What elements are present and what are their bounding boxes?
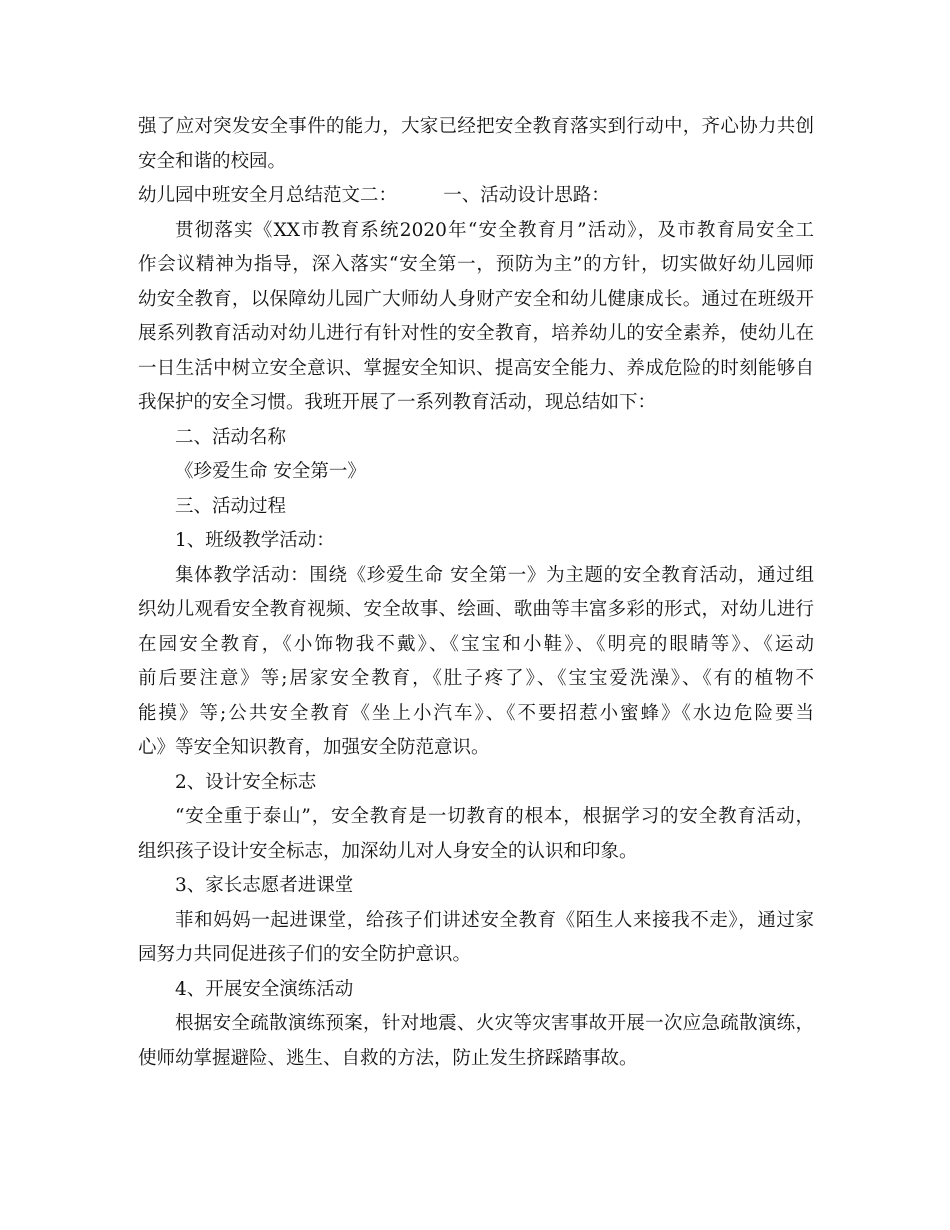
text-line: 展系列教育活动对幼儿进行有针对性的安全教育，培养幼儿的安全素养，使幼儿在 bbox=[138, 323, 814, 344]
text-line: 强了应对突发安全事件的能力，大家已经把安全教育落实到行动中，齐心协力共创 bbox=[138, 116, 814, 137]
text-line: 3、家长志愿者进课堂 bbox=[175, 875, 354, 896]
text-line: 一日生活中树立安全意识、掌握安全知识、提高安全能力、养成危险的时刻能够自 bbox=[138, 357, 814, 379]
text-line: 组织孩子设计安全标志，加深幼儿对人身安全的认识和印象。 bbox=[138, 840, 638, 862]
text-line: 集体教学活动：围绕《珍爱生命 安全第一》为主题的安全教育活动，通过组 bbox=[175, 564, 814, 586]
text-line: 2、设计安全标志 bbox=[175, 771, 317, 793]
text-line: 园努力共同促进孩子们的安全防护意识。 bbox=[138, 944, 472, 965]
text-line: 幼安全教育，以保障幼儿园广大师幼人身财产安全和幼儿健康成长。通过在班级开 bbox=[138, 288, 814, 310]
text-line: “安全重于泰山”，安全教育是一切教育的根本，根据学习的安全教育活动， bbox=[175, 806, 814, 827]
text-line: 贯彻落实《XX市教育系统2020年“安全教育月”活动》，及市教育局安全工 bbox=[175, 219, 814, 241]
text-line: 我保护的安全习惯。我班开展了一系列教育活动，现总结如下： bbox=[138, 392, 657, 413]
text-line: 前后要注意》等;居家安全教育，《肚子疼了》、《宝宝爱洗澡》、《有的植物不 bbox=[138, 668, 814, 689]
text-line: 4、开展安全演练活动 bbox=[175, 978, 354, 1000]
text-line: 使师幼掌握避险、逃生、自救的方法，防止发生挤踩踏事故。 bbox=[138, 1047, 638, 1069]
text-line: 根据安全疏散演练预案，针对地震、火灾等灾害事故开展一次应急疏散演练， bbox=[175, 1013, 814, 1034]
text-line: 三、活动过程 bbox=[175, 495, 287, 517]
document-body bbox=[138, 110, 814, 1076]
text-line: 心》等安全知识教育，加强安全防范意识。 bbox=[138, 737, 490, 758]
text-line: 幼儿园中班安全月总结范文二： 一、活动设计思路： bbox=[138, 185, 610, 206]
text-line: 二、活动名称 bbox=[175, 426, 287, 448]
text-line: 作会议精神为指导，深入落实“安全第一，预防为主”的方针，切实做好幼儿园师 bbox=[138, 254, 814, 275]
text-line: 《珍爱生命 安全第一》 bbox=[175, 461, 366, 482]
text-line: 菲和妈妈一起进课堂，给孩子们讲述安全教育《陌生人来接我不走》，通过家 bbox=[175, 909, 814, 931]
text-line: 在园安全教育，《小饰物我不戴》、《宝宝和小鞋》、《明亮的眼睛等》、《运动 bbox=[138, 633, 814, 655]
text-line: 安全和谐的校园。 bbox=[138, 150, 287, 172]
text-line: 能摸》等;公共安全教育《坐上小汽车》、《不要招惹小蜜蜂》《水边危险要当 bbox=[138, 702, 814, 724]
text-line: 织幼儿观看安全教育视频、安全故事、绘画、歌曲等丰富多彩的形式，对幼儿进行 bbox=[138, 599, 814, 620]
text-line: 1、班级教学活动： bbox=[175, 530, 335, 551]
